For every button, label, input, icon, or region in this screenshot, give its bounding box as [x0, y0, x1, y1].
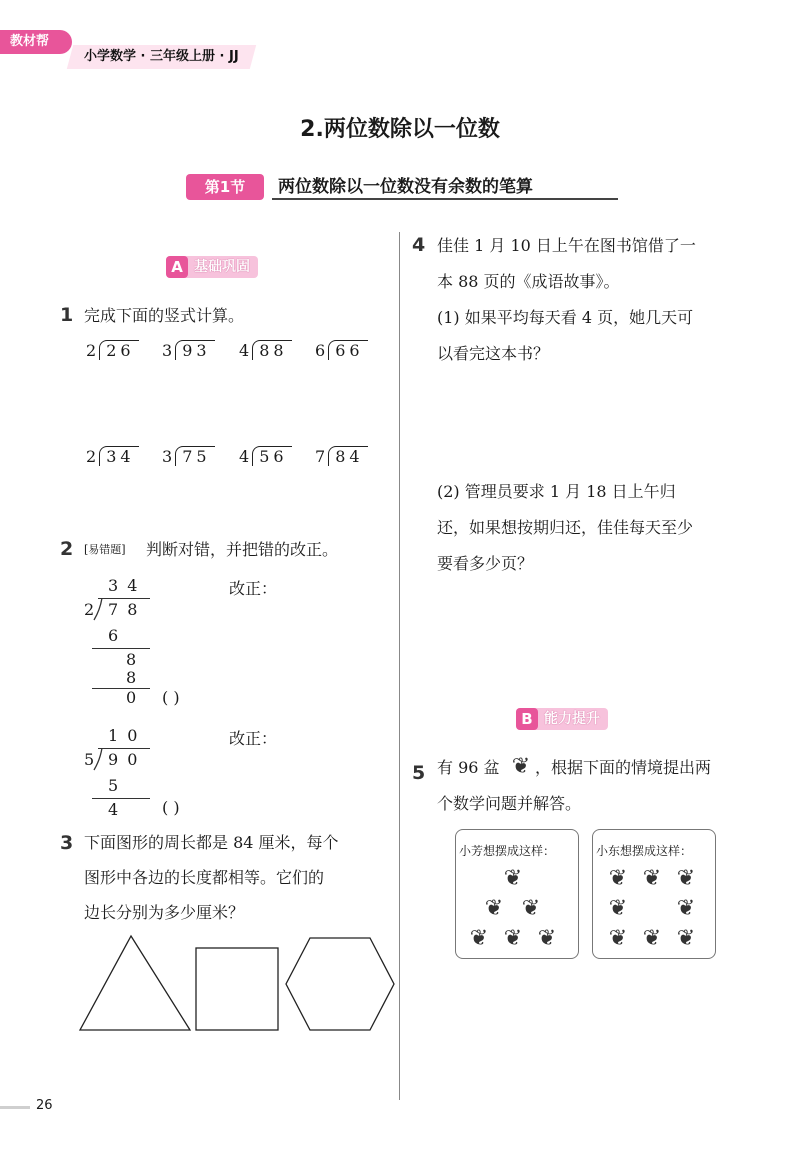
calc2-bar [98, 748, 150, 749]
q1-expr-5: 2 34 [86, 446, 139, 466]
potted-plant-icon: ❦ [537, 926, 557, 951]
potted-plant-icon: ❦ [608, 926, 628, 951]
calc2-step1: 5 [108, 776, 119, 795]
q1-expr-2: 3 93 [162, 340, 215, 360]
q4-sub1-line-2: 以看完这本书？ [437, 344, 550, 363]
page-number-bar [0, 1106, 30, 1109]
q3-shapes [78, 934, 396, 1034]
part-a-letter: A [166, 256, 188, 278]
q4-line-2: 本 88 页的《成语故事》。 [437, 272, 620, 291]
potted-plant-icon: ❦ [676, 896, 696, 921]
page-number: 26 [36, 1098, 53, 1113]
q2-text: 判断对错，并把错的改正。 [146, 540, 339, 559]
course-label: 小学数学 · 三年级上册 · JJ [67, 45, 256, 69]
potted-plant-icon: ❦ [608, 896, 628, 921]
calc1-divisor: 2 [84, 600, 95, 619]
calc2-line1 [92, 798, 150, 799]
section-title: 两位数除以一位数没有余数的笔算 [272, 174, 618, 200]
q5-number: 5 [412, 762, 426, 784]
calc1-quotient: 3 4 [108, 576, 140, 595]
potted-plant-icon: ❦ [503, 866, 523, 891]
box2-caption: 小东想摆成这样： [596, 844, 693, 858]
triangle-shape [80, 936, 190, 1030]
calc2-fix-label: 改正： [229, 729, 278, 748]
q3-line-3: 边长分别为多少厘米？ [84, 903, 245, 922]
potted-plant-icon: ❦ [642, 866, 662, 891]
chapter-title: 2.两位数除以一位数 [300, 117, 500, 142]
potted-plant-icon: ❦ [676, 866, 696, 891]
section-badge: 第1节 [186, 174, 264, 200]
potted-plant-icon: ❦ [484, 896, 504, 921]
part-b-badge [516, 708, 608, 730]
calc1-fix-label: 改正： [229, 579, 278, 598]
calc1-line1 [92, 648, 150, 649]
book-tag: 教材帮 [0, 30, 72, 54]
potted-plant-icon: ❦ [608, 866, 628, 891]
calc1-bar [98, 598, 150, 599]
part-b-letter: B [516, 708, 538, 730]
q1-expr-8: 7 84 [315, 446, 368, 466]
q4-sub2-line-3: 要看多少页？ [437, 554, 534, 573]
q3-line-1: 下面图形的周长都是 84 厘米，每个 [84, 833, 339, 852]
calc1-dividend: 7 8 [108, 600, 140, 619]
potted-plant-icon: ❦ [676, 926, 696, 951]
q4-sub2-line-2: 还，如果想按期归还，佳佳每天至少 [437, 518, 694, 537]
potted-plant-icon: ❦ [511, 754, 531, 779]
q1-expr-3: 4 88 [239, 340, 292, 360]
potted-plant-icon: ❦ [469, 926, 489, 951]
q4-line-1: 佳佳 1 月 10 日上午在图书馆借了一 [437, 236, 696, 255]
q4-number: 4 [412, 234, 426, 256]
part-a-label: 基础巩固 [194, 259, 250, 275]
calc1-step3: 8 [126, 668, 137, 687]
calc1-judge-blank[interactable]: ( ) [162, 688, 180, 707]
calc1-line2 [92, 688, 150, 689]
q5-line-2: 个数学问题并解答。 [437, 794, 582, 813]
q1-text: 完成下面的竖式计算。 [84, 306, 245, 325]
potted-plant-icon: ❦ [503, 926, 523, 951]
q3-number: 3 [60, 832, 74, 854]
q4-sub2-line-1: (2) 管理员要求 1 月 18 日上午归 [437, 482, 676, 501]
calc2-quotient: 1 0 [108, 726, 140, 745]
calc1-step2: 8 [126, 650, 137, 669]
calc1-remainder: 0 [126, 688, 137, 707]
q2-number: 2 [60, 538, 74, 560]
q2-tag: [易错题] [84, 543, 126, 556]
q1-expr-1: 2 26 [86, 340, 139, 360]
calc1-step1: 6 [108, 626, 119, 645]
part-b-label: 能力提升 [544, 711, 600, 727]
calc2-remainder: 4 [108, 800, 119, 819]
potted-plant-icon: ❦ [642, 926, 662, 951]
part-a-badge [166, 256, 258, 278]
potted-plant-icon: ❦ [521, 896, 541, 921]
square-shape [196, 948, 278, 1030]
q4-sub1-line-1: (1) 如果平均每天看 4 页，她几天可 [437, 308, 694, 327]
q5-line-1b: ，根据下面的情境提出两 [535, 758, 712, 777]
q5-line-1a: 有 96 盆 [437, 758, 500, 777]
q1-expr-6: 3 75 [162, 446, 215, 466]
q3-line-2: 图形中各边的长度都相等。它们的 [84, 868, 325, 887]
column-divider [399, 232, 400, 1100]
calc2-judge-blank[interactable]: ( ) [162, 798, 180, 817]
q1-expr-7: 4 56 [239, 446, 292, 466]
q1-expr-4: 6 66 [315, 340, 368, 360]
calc2-dividend: 9 0 [108, 750, 140, 769]
box1-caption: 小芳想摆成这样： [459, 844, 556, 858]
calc2-divisor: 5 [84, 750, 95, 769]
q1-number: 1 [60, 304, 74, 326]
hexagon-shape [286, 938, 394, 1030]
